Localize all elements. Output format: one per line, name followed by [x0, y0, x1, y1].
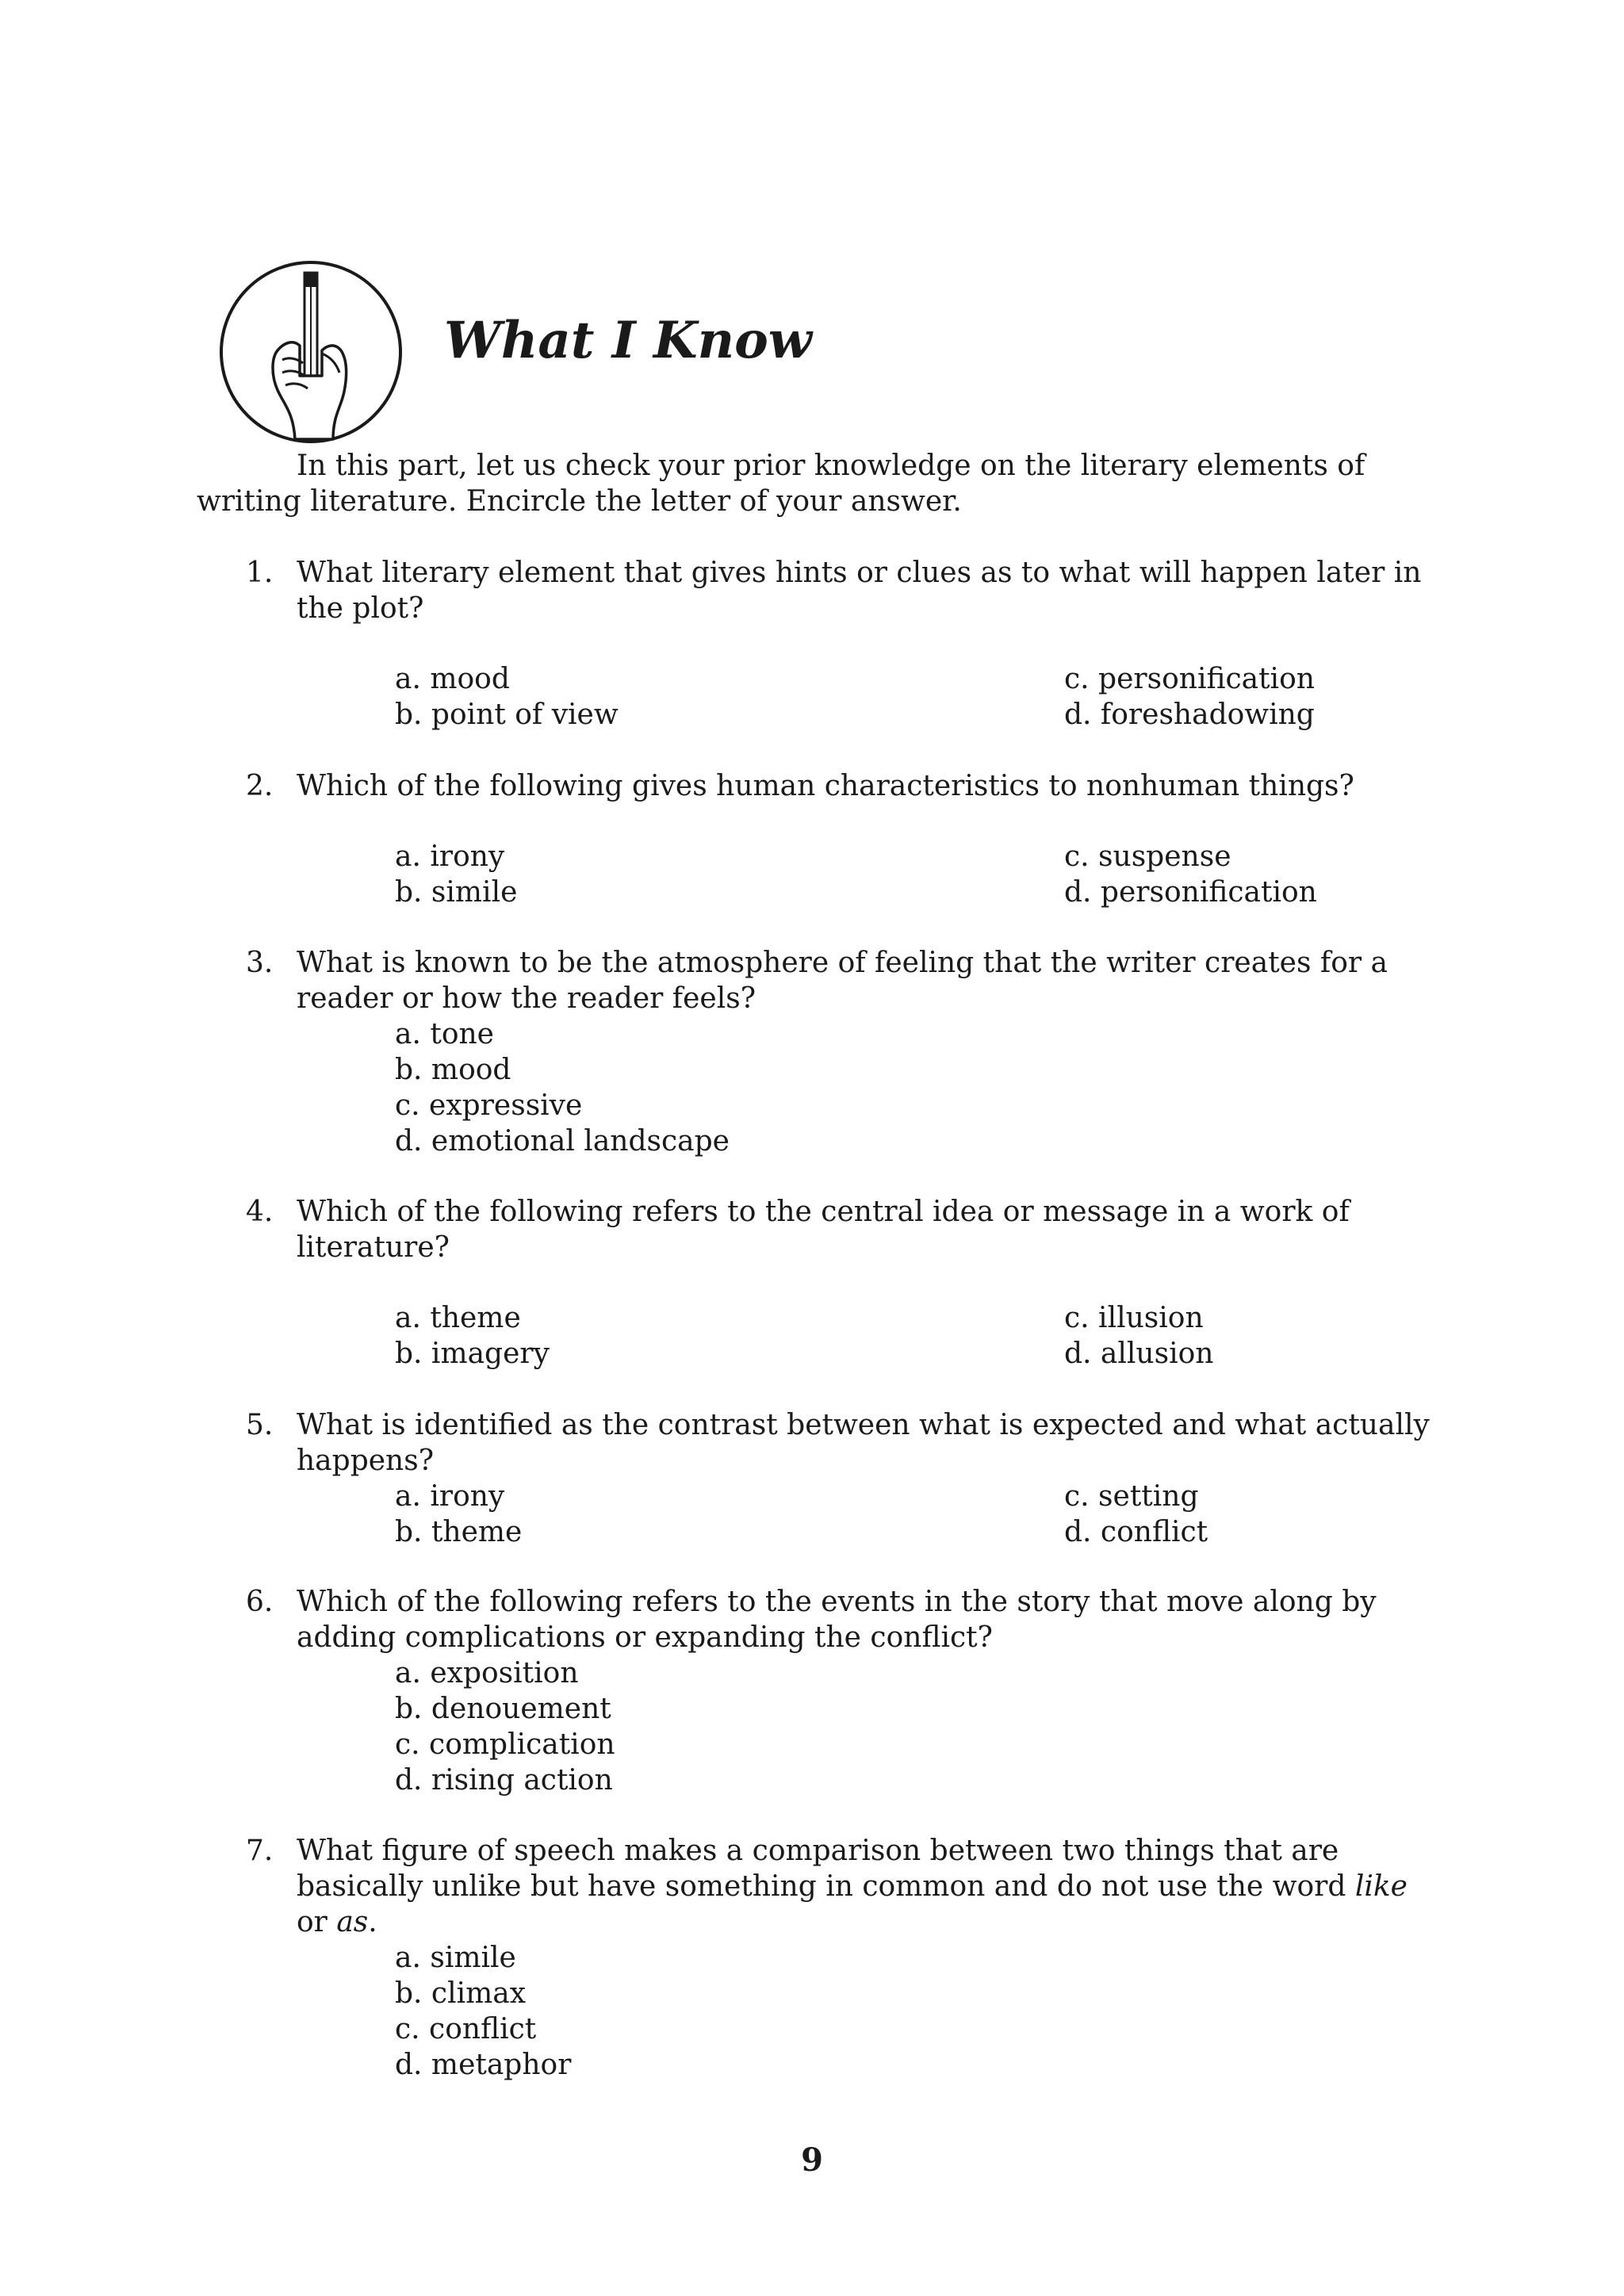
question-text: Which of the following refers to the central idea or message in a work of literature? [297, 1196, 1350, 1264]
option-d[interactable]: d. foreshadowing [1064, 698, 1315, 731]
option-d[interactable]: d. allusion [1064, 1337, 1214, 1370]
option-a[interactable]: a. simile [395, 1942, 516, 1974]
question-text-end: . [368, 1906, 377, 1938]
option-c[interactable]: c. suspense [1064, 840, 1231, 873]
question-text-main: What figure of speech makes a comparison between two things that are basically unlike but have something in common and do not use the word [297, 1835, 1355, 1903]
option-a[interactable]: a. irony [395, 840, 505, 873]
option-b[interactable]: b. simile [395, 876, 518, 909]
question-text: Which of the following refers to the events in the story that move along by adding complications or expanding the conflict? [297, 1586, 1377, 1654]
option-b[interactable]: b. mood [395, 1054, 511, 1086]
option-b[interactable]: b. theme [395, 1516, 523, 1548]
option-c[interactable]: c. personification [1064, 663, 1315, 695]
question-number: 2. [246, 770, 274, 802]
option-a[interactable]: a. tone [395, 1018, 494, 1050]
section-title: What I Know [444, 311, 812, 370]
option-a[interactable]: a. irony [395, 1480, 505, 1513]
option-a[interactable]: a. theme [395, 1302, 521, 1334]
option-a[interactable]: a. mood [395, 663, 510, 695]
option-b[interactable]: b. point of view [395, 698, 619, 731]
question-text: Which of the following gives human characteristics to nonhuman things? [297, 770, 1354, 802]
option-d[interactable]: d. metaphor [395, 2049, 572, 2081]
option-c[interactable]: c. conflict [395, 2013, 537, 2045]
option-c[interactable]: c. setting [1064, 1480, 1199, 1513]
option-d[interactable]: d. emotional landscape [395, 1125, 730, 1158]
question-number: 5. [246, 1409, 274, 1441]
question-number: 6. [246, 1586, 274, 1618]
option-b[interactable]: b. climax [395, 1977, 527, 2010]
emphasis-like: like [1354, 1870, 1408, 1903]
option-d[interactable]: d. conflict [1064, 1516, 1208, 1548]
question-text-or: or [297, 1906, 337, 1938]
option-b[interactable]: b. imagery [395, 1337, 550, 1370]
question-text: What literary element that gives hints or clues as to what will happen later in the plot? [297, 557, 1422, 625]
option-d[interactable]: d. rising action [395, 1764, 613, 1797]
emphasis-as: as [336, 1906, 369, 1938]
option-a[interactable]: a. exposition [395, 1657, 579, 1689]
question-number: 3. [246, 947, 274, 979]
question-number: 1. [246, 557, 274, 589]
page-number: 9 [801, 2141, 823, 2179]
option-b[interactable]: b. denouement [395, 1693, 611, 1725]
option-d[interactable]: d. personification [1064, 876, 1317, 909]
question-number: 4. [246, 1196, 274, 1228]
question-text: What is identified as the contrast between what is expected and what actually happens? [297, 1409, 1430, 1477]
question-text: What is known to be the atmosphere of feeling that the writer creates for a reader or how the reader feels? [297, 947, 1388, 1015]
option-c[interactable]: c. complication [395, 1728, 615, 1761]
option-c[interactable]: c. illusion [1064, 1302, 1204, 1334]
question-number: 7. [246, 1835, 274, 1867]
question-text [297, 1833, 1446, 1940]
intro-paragraph: In this part, let us check your prior knowledge on the literary elements of writing literature. Encircle the letter of your answer. [197, 450, 1365, 518]
option-c[interactable]: c. expressive [395, 1089, 583, 1122]
